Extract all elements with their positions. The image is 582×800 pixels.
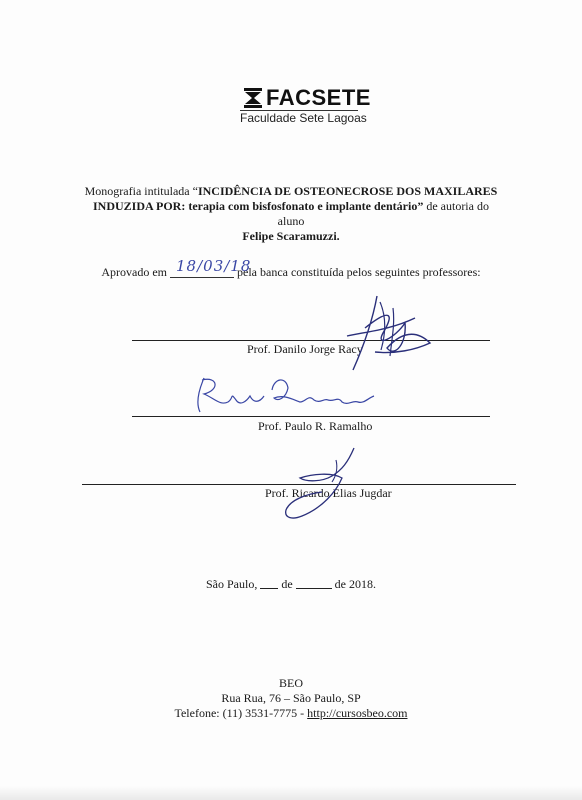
scan-edge bbox=[0, 786, 582, 800]
handwritten-date: 18/03/18 bbox=[176, 257, 252, 275]
examiner-name-3: Prof. Ricardo Elias Jugdar bbox=[265, 486, 392, 500]
date-de-1: de bbox=[281, 577, 293, 591]
city: São Paulo, bbox=[206, 577, 258, 591]
footer bbox=[0, 676, 582, 721]
signature-2 bbox=[190, 372, 385, 422]
footer-address: Rua Rua, 76 – São Paulo, SP bbox=[221, 691, 361, 705]
examiner-name-2: Prof. Paulo R. Ramalho bbox=[258, 419, 373, 433]
facsete-logo bbox=[238, 85, 371, 130]
monograph-title: INCIDÊNCIA DE OSTEONECROSE DOS MAXILARES INDUZIDA POR: terapia com bisfosfonato e implante dentário” bbox=[93, 184, 498, 213]
author-name: Felipe Scaramuzzi. bbox=[242, 229, 340, 243]
signature-1 bbox=[335, 288, 440, 378]
footer-link[interactable]: http://cursosbeo.com bbox=[307, 706, 408, 720]
signature-3 bbox=[262, 442, 367, 524]
date-de-2: de 2018. bbox=[334, 577, 376, 591]
logo-name: FACSETE bbox=[266, 85, 371, 110]
approval-prefix: Aprovado em bbox=[101, 265, 168, 279]
examiner-name-1: Prof. Danilo Jorge Racy bbox=[247, 342, 363, 356]
place-and-date bbox=[0, 577, 582, 592]
footer-org: BEO bbox=[279, 676, 303, 690]
intro-prefix: Monografia intitulada “ bbox=[84, 184, 198, 198]
facsete-mark-icon bbox=[244, 88, 262, 108]
approval-date-field bbox=[170, 257, 252, 278]
day-blank bbox=[260, 577, 278, 589]
logo-subtitle: Faculdade Sete Lagoas bbox=[240, 111, 367, 125]
footer-phone: Telefone: (11) 3531-7775 - bbox=[174, 706, 308, 720]
approval-suffix: pela banca constituída pelos seguintes professores: bbox=[237, 265, 481, 279]
intro-suffix: de autoria do aluno bbox=[277, 199, 489, 228]
month-blank bbox=[296, 577, 332, 589]
monograph-statement bbox=[80, 184, 502, 244]
footer-contact bbox=[0, 706, 582, 721]
approval-line bbox=[0, 257, 582, 280]
